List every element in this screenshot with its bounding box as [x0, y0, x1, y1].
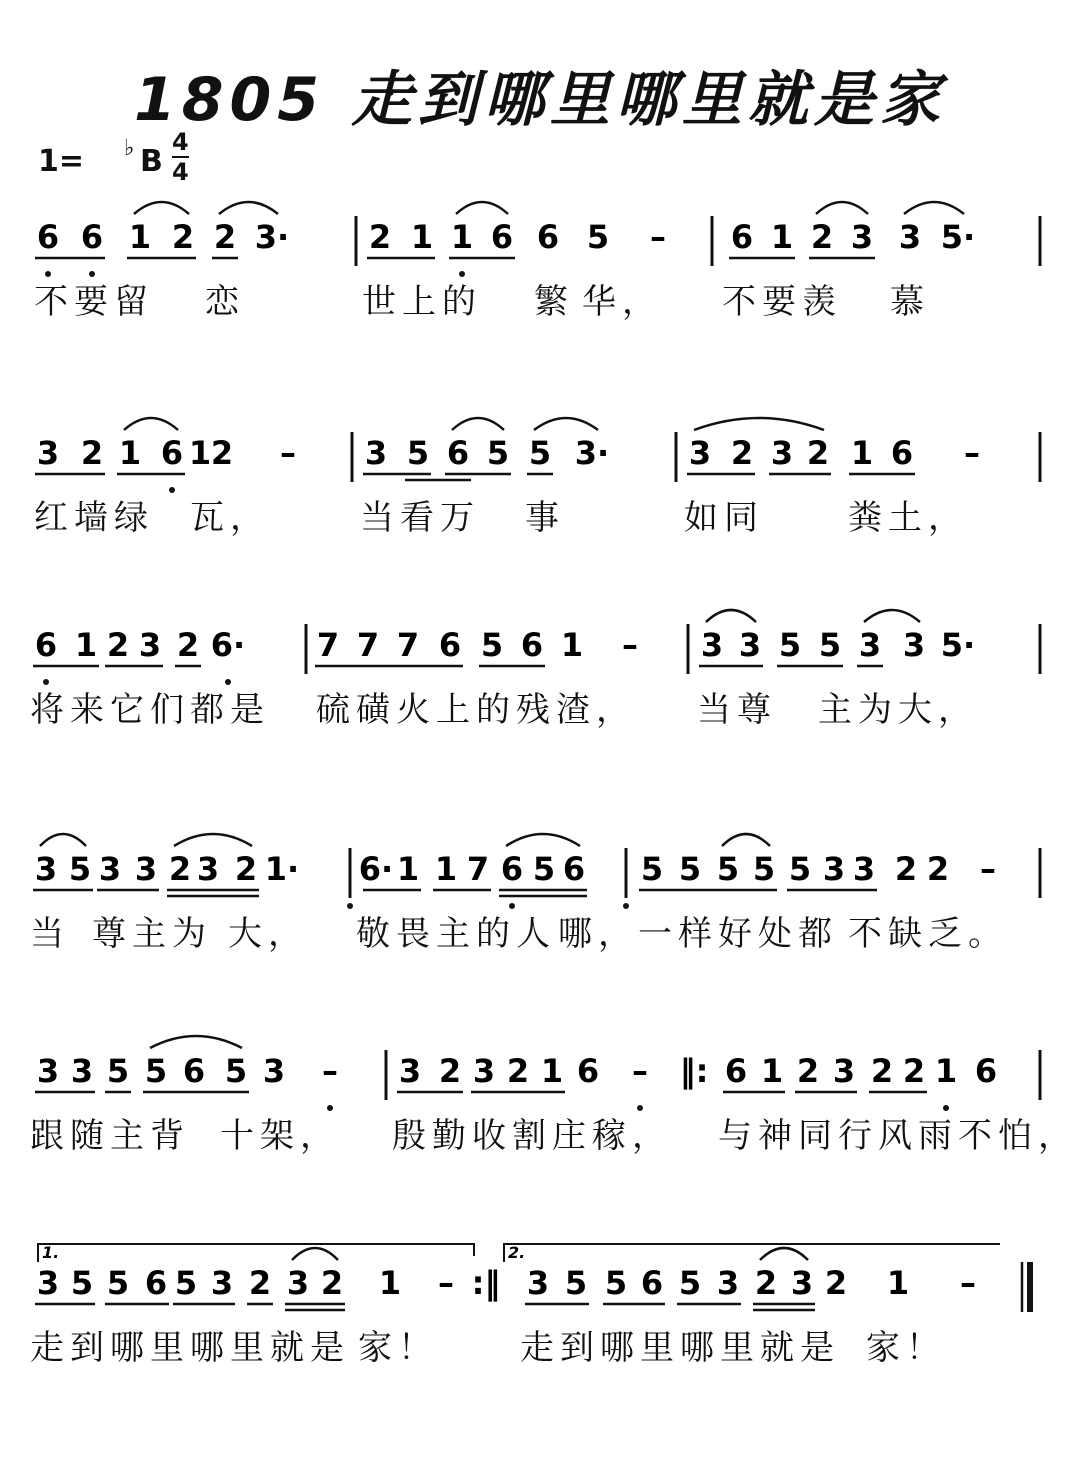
note: 6	[182, 1052, 206, 1090]
lyric: 家！	[358, 1328, 438, 1368]
note: 2	[234, 850, 258, 888]
note: 7	[356, 626, 380, 664]
lyrics-line-2	[0, 490, 1080, 538]
key-prefix: 1=	[38, 144, 85, 179]
slur	[864, 610, 920, 622]
note: 5	[678, 850, 702, 888]
slur	[506, 834, 580, 846]
note: 2	[870, 1052, 894, 1090]
note: –	[438, 1264, 454, 1302]
note: 2	[796, 1052, 820, 1090]
note: –	[322, 1052, 338, 1090]
lyric: 慕	[890, 282, 930, 322]
note: 1	[434, 850, 458, 888]
lyric: 繁	[534, 282, 574, 322]
lyric: 主为大，	[818, 690, 978, 730]
note: 2	[248, 1264, 272, 1302]
slur	[134, 202, 189, 214]
note: 2	[894, 850, 918, 888]
note: 1	[118, 434, 142, 472]
lyric: 当尊	[697, 690, 777, 730]
lyric: 走到哪里哪里就是	[520, 1328, 840, 1368]
note: 1	[128, 218, 152, 256]
flat-sign: ♭	[124, 136, 135, 161]
note: –	[280, 434, 296, 472]
lyric: 走到哪里哪里就是	[30, 1328, 350, 1368]
note: 1·	[264, 850, 300, 888]
note: 2	[902, 1052, 926, 1090]
note: 7	[466, 850, 490, 888]
note: 3	[138, 626, 162, 664]
lyrics-line-5	[0, 1108, 1080, 1156]
volta-bracket	[504, 1244, 1000, 1262]
note: 3·	[254, 218, 290, 256]
note: 3	[34, 850, 58, 888]
note: 2	[730, 434, 754, 472]
note: 2	[368, 218, 392, 256]
note: 3·	[574, 434, 610, 472]
lyrics-line-1	[0, 274, 1080, 322]
note: 2	[176, 626, 200, 664]
note: 3	[36, 434, 60, 472]
note: 6	[536, 218, 560, 256]
note: 1	[450, 218, 474, 256]
lyric: 华，	[582, 282, 662, 322]
lyric: 敬畏主的人	[356, 914, 556, 954]
lyric: 将来它们都是	[30, 690, 270, 730]
note: 6	[730, 218, 754, 256]
note: 2	[210, 434, 234, 472]
note: 1	[188, 434, 212, 472]
note: –	[632, 1052, 648, 1090]
note: 3	[822, 850, 846, 888]
note: 5	[106, 1052, 130, 1090]
note: –	[964, 434, 980, 472]
note: 2	[171, 218, 195, 256]
note: 5	[532, 850, 556, 888]
note: 1	[378, 1264, 402, 1302]
note: 6	[500, 850, 524, 888]
note: 5	[528, 434, 552, 472]
note: 3	[134, 850, 158, 888]
note: 6	[974, 1052, 998, 1090]
lyric: 殷勤收割庄稼，	[392, 1116, 672, 1156]
meter-top: 4	[172, 128, 189, 156]
note: 5	[486, 434, 510, 472]
slur	[760, 1248, 808, 1260]
note: –	[622, 626, 638, 664]
lyric: 世上的	[362, 282, 482, 322]
note: 3	[852, 850, 876, 888]
note: 3	[790, 1264, 814, 1302]
note: 5	[68, 850, 92, 888]
note: 3	[98, 850, 122, 888]
note: 3	[472, 1052, 496, 1090]
slur	[150, 1036, 242, 1048]
lyric: 瓦，	[190, 498, 270, 538]
lyric: 当看万	[360, 498, 480, 538]
lyric: 跟随主背	[30, 1116, 190, 1156]
lyric: 当	[30, 914, 70, 954]
note: 6	[80, 218, 104, 256]
note: 5	[224, 1052, 248, 1090]
lyrics-line-4	[0, 906, 1080, 954]
note: 3	[738, 626, 762, 664]
slur	[219, 202, 278, 214]
note: 3	[36, 1264, 60, 1302]
song-title: 1805 走到哪里哪里就是家	[134, 65, 946, 135]
note: 3	[196, 850, 220, 888]
lyrics-line-3	[0, 682, 1080, 730]
volta-1: 1.	[42, 1243, 60, 1262]
note: 5·	[940, 218, 976, 256]
note: 5	[406, 434, 430, 472]
slur	[40, 834, 86, 846]
lyric: 不要留	[34, 282, 154, 322]
note: 1	[410, 218, 434, 256]
lyric: 恋	[205, 282, 245, 322]
note: 2	[213, 218, 237, 256]
note: 7	[396, 626, 420, 664]
note: 1	[934, 1052, 958, 1090]
note: 1	[770, 218, 794, 256]
note: 6·	[358, 850, 394, 888]
note: 3	[286, 1264, 310, 1302]
note: 5	[778, 626, 802, 664]
note: 2	[80, 434, 104, 472]
note: 6	[144, 1264, 168, 1302]
note: 3	[700, 626, 724, 664]
slur	[816, 202, 868, 214]
lyric: 与神同行风雨不怕，	[718, 1116, 1078, 1156]
repeat-sign: ‖:	[679, 1052, 709, 1090]
lyric: 哪，一样好处都	[558, 914, 838, 954]
volta-2: 2.	[508, 1243, 526, 1262]
note: 5	[480, 626, 504, 664]
note: 3	[898, 218, 922, 256]
note: 5·	[940, 626, 976, 664]
slur	[456, 202, 508, 214]
note: 2	[806, 434, 830, 472]
note: 5	[106, 1264, 130, 1302]
note: 2	[754, 1264, 778, 1302]
note: 2	[320, 1264, 344, 1302]
note: 3	[526, 1264, 550, 1302]
note: 2	[168, 850, 192, 888]
slur	[174, 834, 252, 846]
lyric: 十架，	[220, 1116, 340, 1156]
slur	[534, 418, 598, 430]
note: 5	[604, 1264, 628, 1302]
note: –	[960, 1264, 976, 1302]
volta-bracket	[38, 1244, 474, 1262]
note: 6	[438, 626, 462, 664]
note: 5	[678, 1264, 702, 1302]
slur	[722, 834, 770, 846]
slur	[694, 418, 824, 430]
note: 3	[770, 434, 794, 472]
key-tonic: B	[140, 144, 163, 179]
note: 1	[74, 626, 98, 664]
note: 3	[688, 434, 712, 472]
note: 2	[506, 1052, 530, 1090]
note: 6	[520, 626, 544, 664]
note: 6	[724, 1052, 748, 1090]
slur	[904, 202, 964, 214]
note: –	[980, 850, 996, 888]
note: 1	[396, 850, 420, 888]
note: 5	[818, 626, 842, 664]
note: 2	[824, 1264, 848, 1302]
lyrics-line-6	[0, 1320, 1080, 1368]
note: 1	[560, 626, 584, 664]
lyric: 硫磺火上的残渣，	[316, 690, 636, 730]
note: 5	[144, 1052, 168, 1090]
note: 3	[210, 1264, 234, 1302]
note: 1	[540, 1052, 564, 1090]
note: 5	[564, 1264, 588, 1302]
lyric: 粪土，	[848, 498, 968, 538]
note: 5	[70, 1264, 94, 1302]
note: 3	[36, 1052, 60, 1090]
note: 2	[926, 850, 950, 888]
note: 3	[716, 1264, 740, 1302]
note: 5	[716, 850, 740, 888]
note: 2	[810, 218, 834, 256]
lyric: 尊主为	[92, 914, 212, 954]
note: 3	[850, 218, 874, 256]
slur	[452, 418, 504, 430]
lyric: 不缺乏。	[848, 914, 1008, 954]
note: 1	[850, 434, 874, 472]
lyric: 不要羡	[722, 282, 842, 322]
note: 6	[640, 1264, 664, 1302]
note: –	[650, 218, 666, 256]
slur	[706, 610, 756, 622]
lyric: 如同	[684, 498, 764, 538]
lyric: 事	[525, 498, 565, 538]
note: 5	[788, 850, 812, 888]
time-signature	[172, 130, 189, 184]
note: 6	[34, 626, 58, 664]
note: 3	[70, 1052, 94, 1090]
lyric: 大，	[228, 914, 308, 954]
note: 3	[398, 1052, 422, 1090]
note: 5	[586, 218, 610, 256]
note: 5	[640, 850, 664, 888]
note: 6	[36, 218, 60, 256]
note: 2	[106, 626, 130, 664]
lyric: 家！	[866, 1328, 946, 1368]
note: 1	[886, 1264, 910, 1302]
meter-bottom: 4	[172, 158, 189, 186]
note: 3	[902, 626, 926, 664]
note: 6	[446, 434, 470, 472]
note: 7	[316, 626, 340, 664]
note: 3	[858, 626, 882, 664]
note: 5	[174, 1264, 198, 1302]
note: 2	[438, 1052, 462, 1090]
note: 6	[890, 434, 914, 472]
note: 3	[832, 1052, 856, 1090]
note: 6·	[210, 626, 246, 664]
note: 5	[752, 850, 776, 888]
note: 6	[562, 850, 586, 888]
note: 1	[760, 1052, 784, 1090]
note: 6	[576, 1052, 600, 1090]
note: 3	[262, 1052, 286, 1090]
note: 6	[160, 434, 184, 472]
lyric: 红墙绿	[34, 498, 154, 538]
repeat-sign: :‖	[471, 1264, 501, 1302]
slur	[292, 1248, 338, 1260]
slur	[124, 418, 178, 430]
note: 3	[364, 434, 388, 472]
note: 6	[490, 218, 514, 256]
